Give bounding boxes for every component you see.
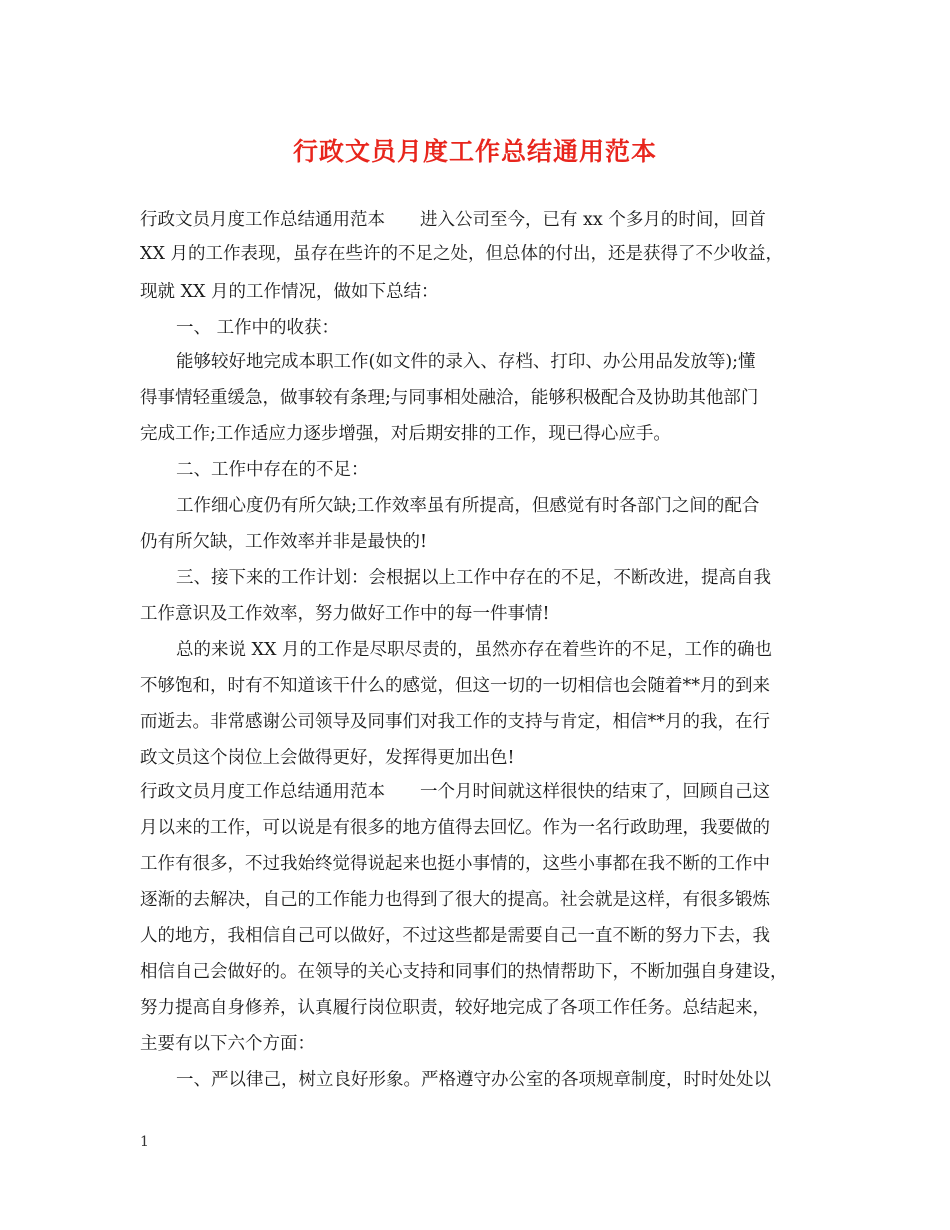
page-number: 1 bbox=[140, 1134, 149, 1150]
body-line: 不够饱和，时有不知道该干什么的感觉，但这一切的一切相信也会随着**月的到来 bbox=[140, 676, 770, 696]
body-line: XX 月的工作表现，虽存在些许的不足之处，但总体的付出，还是获得了不少收益， bbox=[140, 244, 783, 264]
body-line: 人的地方，我相信自己可以做好，不过这些都是需要自己一直不断的努力下去，我 bbox=[140, 926, 770, 946]
body-line: 而逝去。非常感谢公司领导及同事们对我工作的支持与肯定，相信**月的我，在行 bbox=[140, 712, 770, 732]
body-line: 努力提高自身修养，认真履行岗位职责，较好地完成了各项工作任务。总结起来， bbox=[140, 998, 770, 1018]
body-line: 工作细心度仍有所欠缺;工作效率虽有所提高，但感觉有时各部门之间的配合 bbox=[176, 496, 760, 516]
body-line: 仍有所欠缺，工作效率并非是最快的! bbox=[140, 532, 428, 552]
body-line: 逐渐的去解决，自己的工作能力也得到了很大的提高。社会就是这样，有很多锻炼 bbox=[140, 890, 770, 910]
section-heading: 三、接下来的工作计划：会根据以上工作中存在的不足，不断改进，提高自我 bbox=[176, 568, 771, 588]
body-line: 工作意识及工作效率，努力做好工作中的每一件事情! bbox=[140, 604, 550, 624]
section-heading: 一、严以律己，树立良好形象。严格遵守办公室的各项规章制度，时时处处以 bbox=[176, 1070, 771, 1090]
body-line: 行政文员月度工作总结通用范本 一个月时间就这样很快的结束了，回顾自己这 bbox=[140, 782, 770, 802]
body-line: 政文员这个岗位上会做得更好，发挥得更加出色! bbox=[140, 748, 515, 768]
body-line: 工作有很多，不过我始终觉得说起来也挺小事情的，这些小事都在我不断的工作中 bbox=[140, 854, 770, 874]
body-line: 现就 XX 月的工作情况，做如下总结： bbox=[140, 282, 439, 302]
body-line: 相信自己会做好的。在领导的关心支持和同事们的热情帮助下，不断加强自身建设， bbox=[140, 962, 788, 982]
section-heading: 二、工作中存在的不足： bbox=[176, 460, 369, 480]
body-line: 得事情轻重缓急，做事较有条理;与同事相处融洽，能够积极配合及协助其他部门 bbox=[140, 388, 759, 408]
document-title: 行政文员月度工作总结通用范本 bbox=[292, 137, 657, 166]
body-line: 月以来的工作，可以说是有很多的地方值得去回忆。作为一名行政助理，我要做的 bbox=[140, 818, 770, 838]
body-line: 主要有以下六个方面： bbox=[140, 1034, 315, 1054]
body-line: 完成工作;工作适应力逐步增强，对后期安排的工作，现已得心应手。 bbox=[140, 424, 671, 444]
body-line: 行政文员月度工作总结通用范本 进入公司至今，已有 xx 个多月的时间，回首 bbox=[140, 210, 766, 230]
body-line: 能够较好地完成本职工作(如文件的录入、存档、打印、办公用品发放等);懂 bbox=[176, 352, 756, 372]
section-heading: 一、 工作中的收获： bbox=[176, 318, 340, 338]
body-line: 总的来说 XX 月的工作是尽职尽责的，虽然亦存在着些许的不足，工作的确也 bbox=[176, 640, 773, 660]
